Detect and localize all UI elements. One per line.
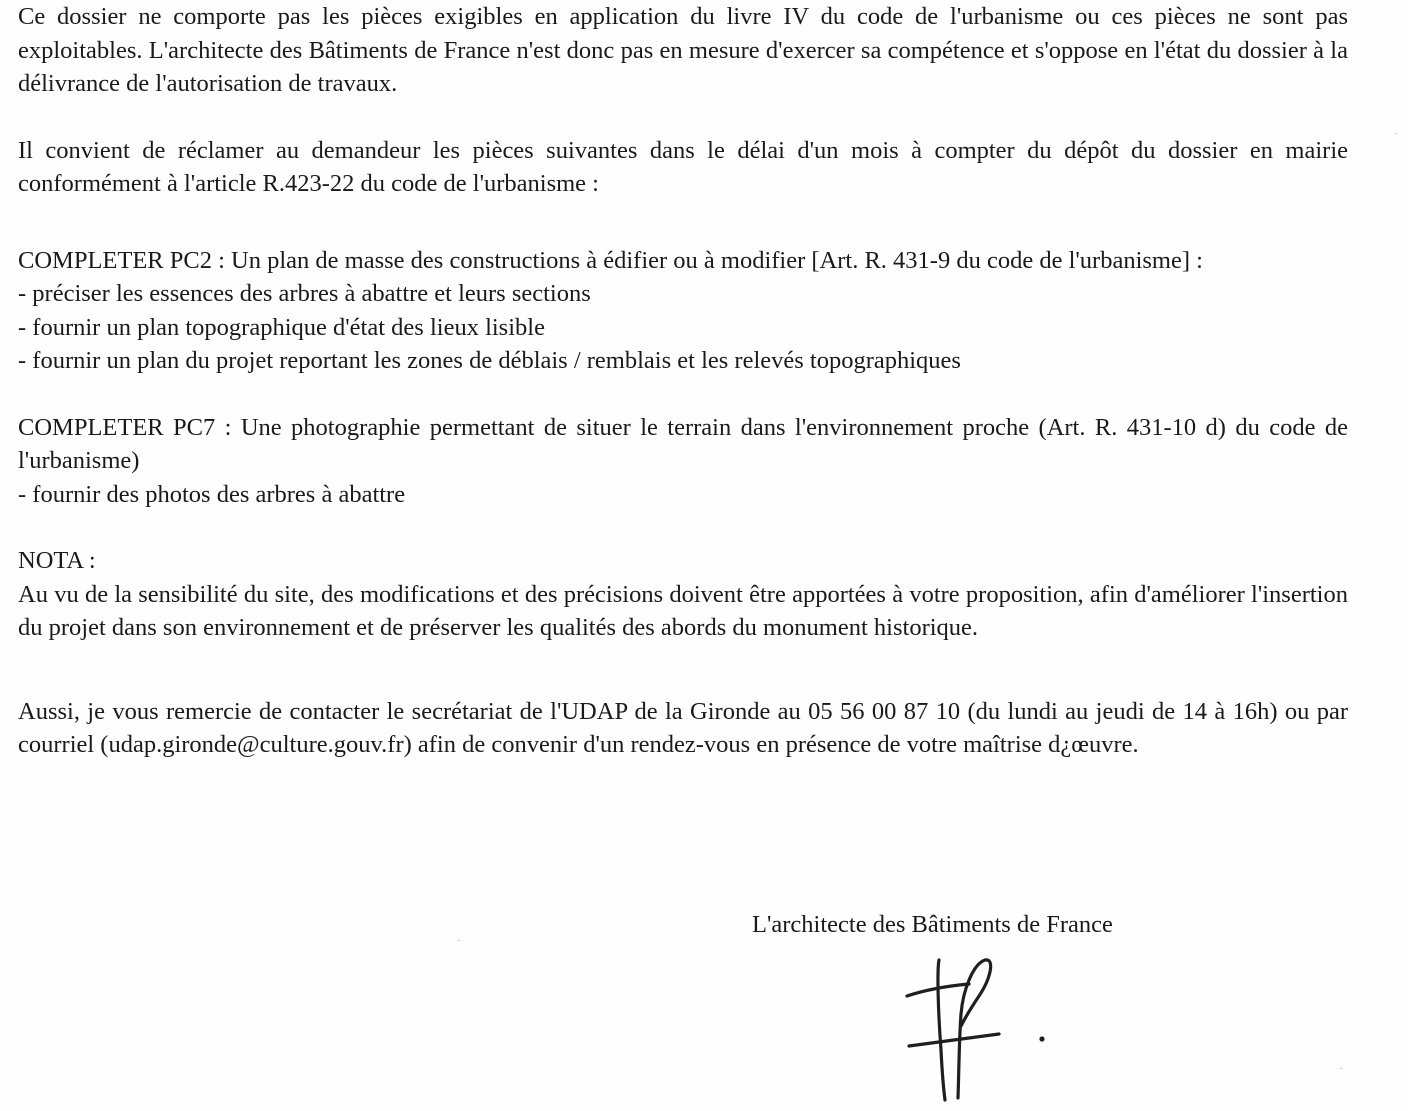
scan-speck [1395,133,1397,134]
scan-speck [458,940,460,941]
scan-speck [1340,1068,1342,1069]
spacer [18,645,1348,695]
section-nota [18,544,1348,645]
paragraph-contact: Aussi, je vous remercie de contacter le secrétariat de l'UDAP de la Gironde au 05 56 00 87 10 (du lundi au jeudi de 14 à 16h) ou par courriel (udap.gironde@culture.gouv.fr) afin de convenir d'un rendez-vous en présence de votre maîtrise d¿œuvre. [18,697,1348,758]
pc7-item: - fournir des photos des arbres à abattre [18,480,406,508]
pc2-item: - préciser les essences des arbres à abattre et leurs sections [18,280,591,307]
nota-text: Au vu de la sensibilité du site, des modifications et des précisions doivent être apportées à votre proposition, afin d'améliorer l'insertion du projet dans son environnement et de préserver les qualités des abords du monument historique. [18,580,1348,641]
pc2-item: - fournir un plan topographique d'état des lieux lisible [18,313,545,341]
paragraph-incomplete-dossier: Ce dossier ne comporte pas les pièces exigibles en application du livre IV du code de l'urbanisme ou ces pièces ne sont pas exploitables. L'architecte des Bâtiments de France n'est donc pas en mesure d'exercer sa compétence et s'oppose en l'état du dossier à la délivrance de l'autorisation de travaux. [18,3,1348,97]
handwritten-signature [895,950,1055,1110]
section-pc2 [18,244,1348,378]
paragraph-required-pieces: Il convient de réclamer au demandeur les pièces suivantes dans le délai d'un mois à compter du dépôt du dossier en mairie conformément à l'article R.423-22 du code de l'urbanisme : [18,136,1348,197]
pc7-heading: COMPLETER PC7 : Une photographie permettant de situer le terrain dans l'environnement proche (Art. R. 431-10 d) du code de l'urbanisme) [18,413,1348,474]
section-pc7 [18,411,1348,512]
nota-label: NOTA : [18,547,96,574]
pc2-item: - fournir un plan du projet reportant les zones de déblais / remblais et les relevés topographiques [18,347,961,374]
pc2-heading: COMPLETER PC2 : Un plan de masse des constructions à édifier ou à modifier [Art. R. 431-9 du code de l'urbanisme] : [18,246,1203,274]
letter-body [18,0,1348,762]
signature-title: L'architecte des Bâtiments de France [752,911,1113,938]
